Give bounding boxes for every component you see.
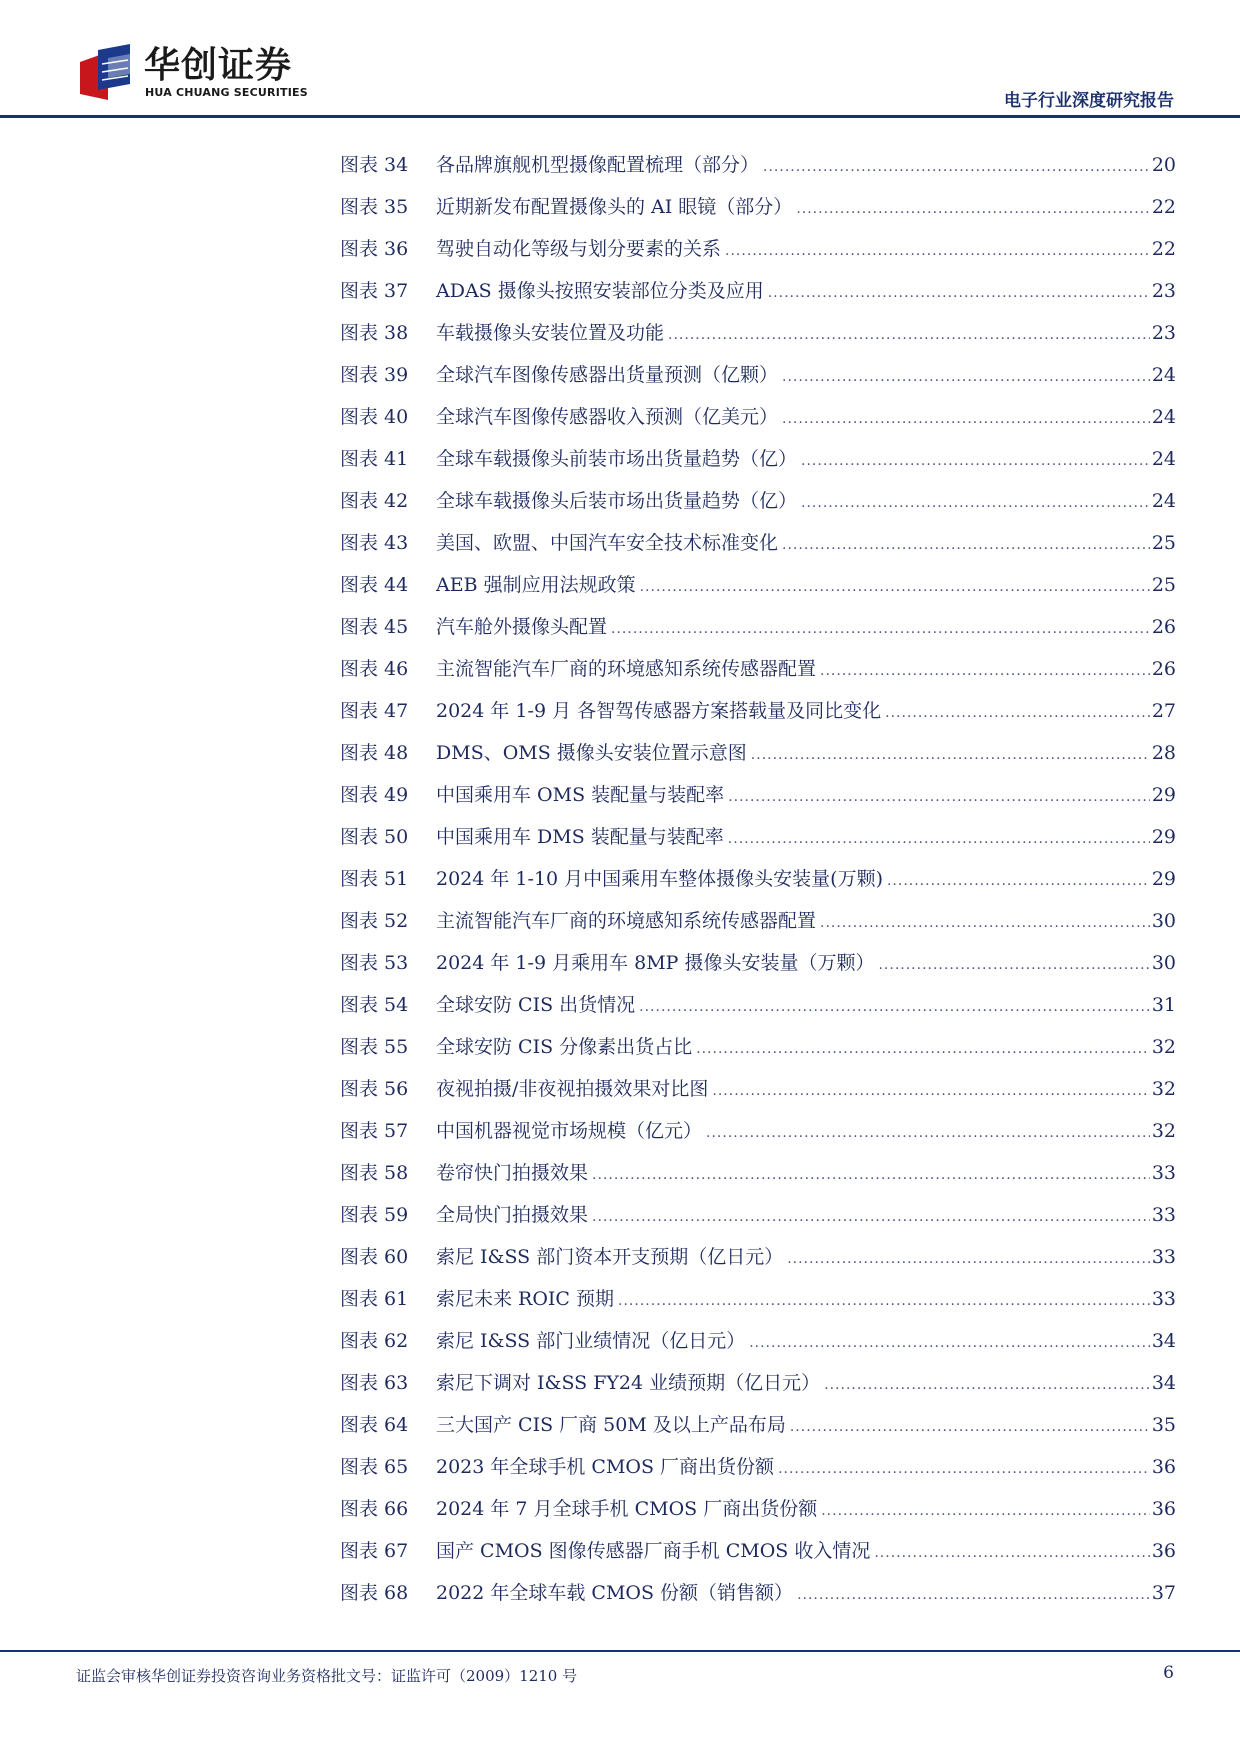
toc-entry-number: 图表 35 <box>340 196 409 218</box>
toc-leader-dots <box>782 411 1150 427</box>
toc-entry[interactable] <box>340 150 1176 192</box>
toc-entry-page: 32 <box>1151 1078 1176 1100</box>
toc-entry[interactable] <box>340 780 1176 822</box>
toc-entry-number: 图表 66 <box>340 1498 409 1520</box>
toc-leader-dots <box>821 1503 1150 1519</box>
toc-entry-title: 2024 年 1-10 月中国乘用车整体摄像头安装量(万颗) <box>436 868 883 890</box>
toc-entry-page: 30 <box>1151 952 1176 974</box>
toc-entry-number: 图表 52 <box>340 910 409 932</box>
toc-entry-number: 图表 53 <box>340 952 409 974</box>
toc-entry-page: 33 <box>1151 1288 1176 1310</box>
toc-entry-page: 23 <box>1151 322 1176 344</box>
toc-entry-title: 主流智能汽车厂商的环境感知系统传感器配置 <box>436 910 817 932</box>
toc-entry[interactable] <box>340 1578 1176 1620</box>
toc-leader-dots <box>801 453 1150 469</box>
toc-entry[interactable] <box>340 864 1176 906</box>
toc-entry-number: 图表 37 <box>340 280 409 302</box>
toc-entry-number: 图表 64 <box>340 1414 409 1436</box>
toc-entry[interactable] <box>340 486 1176 528</box>
toc-entry[interactable] <box>340 192 1176 234</box>
toc-entry-number: 图表 54 <box>340 994 409 1016</box>
toc-entry-title: 中国乘用车 DMS 装配量与装配率 <box>436 826 724 848</box>
toc-entry-number: 图表 39 <box>340 364 409 386</box>
toc-entry[interactable] <box>340 1074 1176 1116</box>
toc-entry-number: 图表 51 <box>340 868 409 890</box>
toc-entry-page: 24 <box>1151 364 1176 386</box>
toc-entry[interactable] <box>340 1158 1176 1200</box>
toc-leader-dots <box>618 1293 1150 1309</box>
toc-entry-page: 25 <box>1151 574 1176 596</box>
toc-leader-dots <box>751 747 1150 763</box>
toc-entry-number: 图表 58 <box>340 1162 409 1184</box>
toc-entry-page: 34 <box>1151 1330 1176 1352</box>
toc-entry-page: 28 <box>1151 742 1176 764</box>
toc-entry-title: DMS、OMS 摄像头安装位置示意图 <box>436 742 747 764</box>
toc-leader-dots <box>782 369 1150 385</box>
toc-entry[interactable] <box>340 1200 1176 1242</box>
toc-entry-number: 图表 68 <box>340 1582 409 1604</box>
toc-entry[interactable] <box>340 1032 1176 1074</box>
toc-entry-number: 图表 43 <box>340 532 409 554</box>
logo-mark-icon <box>78 44 140 102</box>
toc-entry-title: 全球安防 CIS 分像素出货占比 <box>436 1036 693 1058</box>
toc-entry-number: 图表 48 <box>340 742 409 764</box>
toc-leader-dots <box>706 1125 1150 1141</box>
toc-entry-title: 全球汽车图像传感器收入预测（亿美元） <box>436 406 779 428</box>
toc-entry-title: 全球安防 CIS 出货情况 <box>436 994 636 1016</box>
toc-entry-title: 中国乘用车 OMS 装配量与装配率 <box>436 784 725 806</box>
toc-entry[interactable] <box>340 402 1176 444</box>
toc-leader-dots <box>790 1419 1150 1435</box>
toc-entry-title: 2024 年 1-9 月 各智驾传感器方案搭载量及同比变化 <box>436 700 882 722</box>
toc-entry-page: 26 <box>1151 658 1176 680</box>
toc-entry[interactable] <box>340 444 1176 486</box>
toc-entry-title: 全局快门拍摄效果 <box>436 1204 589 1226</box>
toc-entry-title: 2022 年全球车载 CMOS 份额（销售额） <box>436 1582 794 1604</box>
toc-entry[interactable] <box>340 1116 1176 1158</box>
toc-leader-dots <box>878 957 1149 973</box>
toc-entry[interactable] <box>340 906 1176 948</box>
toc-entry[interactable] <box>340 276 1176 318</box>
toc-entry-page: 32 <box>1151 1036 1176 1058</box>
toc-entry-number: 图表 62 <box>340 1330 409 1352</box>
toc-entry-title: 2024 年 7 月全球手机 CMOS 厂商出货份额 <box>436 1498 818 1520</box>
toc-entry-title: 驾驶自动化等级与划分要素的关系 <box>436 238 722 260</box>
toc-entry[interactable] <box>340 1410 1176 1452</box>
footer-divider <box>0 1650 1240 1652</box>
toc-entry-number: 图表 60 <box>340 1246 409 1268</box>
toc-entry[interactable] <box>340 234 1176 276</box>
toc-leader-dots <box>787 1251 1150 1267</box>
toc-entry-number: 图表 56 <box>340 1078 409 1100</box>
toc-entry-page: 29 <box>1151 826 1176 848</box>
toc-entry[interactable] <box>340 1242 1176 1284</box>
toc-leader-dots <box>797 1587 1150 1603</box>
toc-entry-page: 24 <box>1151 490 1176 512</box>
toc-entry-page: 32 <box>1151 1120 1176 1142</box>
toc-entry-page: 36 <box>1151 1540 1176 1562</box>
toc-entry[interactable] <box>340 1494 1176 1536</box>
toc-entry-title: 索尼 I&SS 部门资本开支预期（亿日元） <box>436 1246 784 1268</box>
toc-entry[interactable] <box>340 1368 1176 1410</box>
toc-leader-dots <box>796 201 1150 217</box>
toc-entry-title: 三大国产 CIS 厂商 50M 及以上产品布局 <box>436 1414 786 1436</box>
toc-entry[interactable] <box>340 1284 1176 1326</box>
toc-entry-title: 全球车载摄像头前装市场出货量趋势（亿） <box>436 448 798 470</box>
toc-entry-title: 索尼下调对 I&SS FY24 业绩预期（亿日元） <box>436 1372 821 1394</box>
toc-entry-page: 23 <box>1151 280 1176 302</box>
toc-leader-dots <box>820 915 1150 931</box>
toc-entry-number: 图表 34 <box>340 154 409 176</box>
toc-leader-dots <box>611 621 1150 637</box>
toc-entry-number: 图表 50 <box>340 826 409 848</box>
toc-entry-title: 卷帘快门拍摄效果 <box>436 1162 589 1184</box>
toc-entry-page: 22 <box>1151 238 1176 260</box>
toc-leader-dots <box>728 789 1150 805</box>
toc-entry-number: 图表 57 <box>340 1120 409 1142</box>
report-type: 电子行业深度研究报告 <box>1004 91 1174 111</box>
toc-entry-page: 36 <box>1151 1498 1176 1520</box>
logo-text-en: HUA CHUANG SECURITIES <box>145 86 308 99</box>
toc-entry-number: 图表 36 <box>340 238 409 260</box>
toc-entry-page: 33 <box>1151 1246 1176 1268</box>
toc-entry[interactable] <box>340 1326 1176 1368</box>
toc-entry[interactable] <box>340 612 1176 654</box>
toc-entry-title: 中国机器视觉市场规模（亿元） <box>436 1120 703 1142</box>
toc-entry-number: 图表 44 <box>340 574 409 596</box>
toc-entry-title: 全球汽车图像传感器出货量预测（亿颗） <box>436 364 779 386</box>
toc-entry-number: 图表 65 <box>340 1456 409 1478</box>
toc-leader-dots <box>640 579 1150 595</box>
toc-entry-title: 各品牌旗舰机型摄像配置梳理（部分） <box>436 154 760 176</box>
toc-entry[interactable] <box>340 738 1176 780</box>
toc-entry-page: 35 <box>1151 1414 1176 1436</box>
toc-leader-dots <box>763 159 1150 175</box>
toc-entry-number: 图表 40 <box>340 406 409 428</box>
toc-entry[interactable] <box>340 360 1176 402</box>
toc-leader-dots <box>725 243 1150 259</box>
toc-entry-page: 30 <box>1151 910 1176 932</box>
toc-leader-dots <box>778 1461 1150 1477</box>
toc-entry-title: 近期新发布配置摄像头的 AI 眼镜（部分） <box>436 196 793 218</box>
header-divider <box>0 115 1240 118</box>
toc-entry-title: ADAS 摄像头按照安装部位分类及应用 <box>436 280 764 302</box>
toc-entry-title: 2023 年全球手机 CMOS 厂商出货份额 <box>436 1456 775 1478</box>
toc-leader-dots <box>728 831 1150 847</box>
toc-leader-dots <box>712 1083 1149 1099</box>
toc-entry[interactable] <box>340 948 1176 990</box>
toc-entry[interactable] <box>340 1536 1176 1578</box>
license-statement: 证监会审核华创证券投资咨询业务资格批文号：证监许可（2009）1210 号 <box>76 1667 578 1685</box>
toc-entry-number: 图表 38 <box>340 322 409 344</box>
toc-entry-title: 索尼未来 ROIC 预期 <box>436 1288 615 1310</box>
toc-entry-page: 34 <box>1151 1372 1176 1394</box>
toc-entry-page: 31 <box>1151 994 1176 1016</box>
toc-entry[interactable] <box>340 696 1176 738</box>
toc-entry-number: 图表 55 <box>340 1036 409 1058</box>
toc-entry-page: 24 <box>1151 448 1176 470</box>
toc-leader-dots <box>749 1335 1150 1351</box>
toc-leader-dots <box>782 537 1150 553</box>
toc-entry-number: 图表 67 <box>340 1540 409 1562</box>
toc-entry-page: 24 <box>1151 406 1176 428</box>
toc-entry-page: 33 <box>1151 1204 1176 1226</box>
toc-leader-dots <box>887 873 1150 889</box>
toc-leader-dots <box>639 999 1150 1015</box>
toc-leader-dots <box>768 285 1150 301</box>
toc-entry-page: 27 <box>1151 700 1176 722</box>
toc-entry-title: 美国、欧盟、中国汽车安全技术标准变化 <box>436 532 779 554</box>
toc-entry-title: 全球车载摄像头后装市场出货量趋势（亿） <box>436 490 798 512</box>
toc-entry-page: 36 <box>1151 1456 1176 1478</box>
toc-entry-number: 图表 61 <box>340 1288 409 1310</box>
toc-entry-title: 索尼 I&SS 部门业绩情况（亿日元） <box>436 1330 746 1352</box>
toc-entry-page: 29 <box>1151 868 1176 890</box>
toc-entry-page: 37 <box>1151 1582 1176 1604</box>
toc-leader-dots <box>668 327 1150 343</box>
page-number: 6 <box>1163 1663 1174 1683</box>
toc-entry[interactable] <box>340 570 1176 612</box>
toc-entry[interactable] <box>340 654 1176 696</box>
toc-entry[interactable] <box>340 1452 1176 1494</box>
toc-entry-page: 33 <box>1151 1162 1176 1184</box>
toc-entry-number: 图表 45 <box>340 616 409 638</box>
toc-entry-page: 20 <box>1151 154 1176 176</box>
toc-entry-title: 主流智能汽车厂商的环境感知系统传感器配置 <box>436 658 817 680</box>
toc-leader-dots <box>696 1041 1150 1057</box>
toc-entry[interactable] <box>340 528 1176 570</box>
toc-entry-title: 国产 CMOS 图像传感器厂商手机 CMOS 收入情况 <box>436 1540 871 1562</box>
toc-entry-number: 图表 59 <box>340 1204 409 1226</box>
toc-leader-dots <box>592 1209 1150 1225</box>
figure-list <box>340 150 1176 1620</box>
toc-leader-dots <box>885 705 1150 721</box>
toc-entry-number: 图表 47 <box>340 700 409 722</box>
toc-leader-dots <box>592 1167 1150 1183</box>
logo-text-cn: 华创证券 <box>144 45 293 86</box>
toc-entry-number: 图表 46 <box>340 658 409 680</box>
toc-leader-dots <box>824 1377 1150 1393</box>
toc-leader-dots <box>820 663 1150 679</box>
toc-entry-title: 夜视拍摄/非夜视拍摄效果对比图 <box>436 1078 709 1100</box>
toc-entry-title: 汽车舱外摄像头配置 <box>436 616 608 638</box>
toc-entry-number: 图表 42 <box>340 490 409 512</box>
toc-leader-dots <box>801 495 1150 511</box>
toc-entry[interactable] <box>340 318 1176 360</box>
toc-entry-title: 车载摄像头安装位置及功能 <box>436 322 665 344</box>
toc-leader-dots <box>874 1545 1149 1561</box>
toc-entry-title: AEB 强制应用法规政策 <box>436 574 636 596</box>
toc-entry[interactable] <box>340 990 1176 1032</box>
toc-entry-page: 26 <box>1151 616 1176 638</box>
company-logo <box>78 44 328 104</box>
toc-entry-page: 25 <box>1151 532 1176 554</box>
toc-entry-page: 22 <box>1151 196 1176 218</box>
toc-entry[interactable] <box>340 822 1176 864</box>
toc-entry-number: 图表 63 <box>340 1372 409 1394</box>
toc-entry-number: 图表 49 <box>340 784 409 806</box>
toc-entry-page: 29 <box>1151 784 1176 806</box>
toc-entry-title: 2024 年 1-9 月乘用车 8MP 摄像头安装量（万颗） <box>436 952 875 974</box>
toc-entry-number: 图表 41 <box>340 448 409 470</box>
